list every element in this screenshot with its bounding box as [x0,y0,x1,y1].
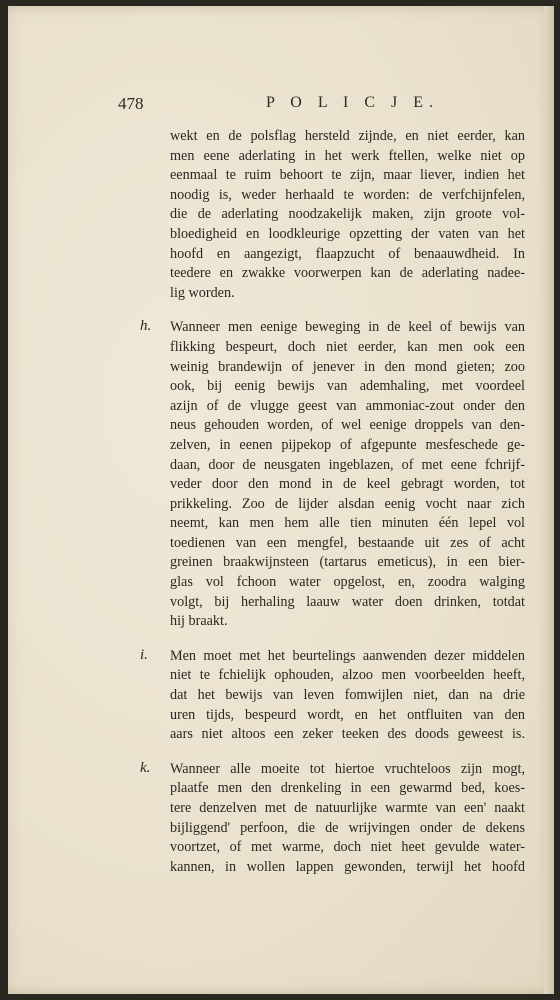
paragraph-marker: k. [140,759,151,776]
body-text [120,127,525,877]
text-line: eenmaal te ruim behoort te zijn, maar liever, indien het [170,167,525,184]
text-line: voortzet, of met warme, doch niet heet gevulde water- [170,839,525,856]
paragraph-marker: i. [140,646,148,663]
paragraph-continuation [120,127,525,303]
text-line: daan, door de neusgaten ingeblazen, of met eene fchrijf- [170,456,525,473]
text-line: ook, bij eenig bewijs van ademhaling, met voordeel [170,378,525,395]
paragraph-h [120,318,525,632]
text-line: bijliggend' perfoon, die de wrijvingen onder de dekens [170,819,525,836]
text-line: teedere en zwakke voorwerpen kan de aderlating nadee- [170,265,525,282]
paragraph-i [120,647,525,745]
text-line: hoofd en aangezigt, flaapzucht of benaauwdheid. In [170,245,525,262]
text-line: weinig brandewijn of jenever in den mond gieten; zoo [170,358,525,375]
paragraph-k [120,760,525,878]
text-line: bloedigheid en loodkleurige opzetting der vaten van het [170,225,525,242]
text-line: niet te fchielijk ophouden, alzoo men voorbeelden heeft, [170,667,525,684]
text-line: flikking bespeurt, doch niet eerder, kan men ook een [170,338,525,355]
text-line: uren tijds, bespeurd wordt, en het ontfluiten van den [170,706,525,723]
paragraph-marker: h. [140,318,152,335]
text-line: lig worden. [170,284,235,301]
text-line: azijn of de vlugge geest van ammoniac-zout onder den [170,397,525,414]
text-line: hij braakt. [170,613,228,630]
text-line: dat het bewijs van leven fomwijlen niet, dan na drie [170,687,525,704]
running-title: P O L I C J E. [266,94,440,111]
text-line: Wanneer alle moeite tot hiertoe vruchteloos zijn mogt, [170,760,525,777]
text-line: neemt, kan men hem alle tien minuten één lepel vol [170,515,525,532]
text-line: toedienen van een mengfel, bestaande uit zes of acht [170,534,525,551]
text-line: kannen, in wollen lappen gewonden, terwijl het hoofd [170,858,525,875]
text-line: men eene aderlating in het werk ftellen, welke niet op [170,147,525,164]
page-gutter-shadow [544,6,554,994]
running-head [118,94,523,118]
text-line: aars niet altoos een zeker teeken des doods geweest is. [170,726,525,743]
text-line: glas vol fchoon water opgelost, en, zoodra walging [170,574,525,591]
text-line: zelven, in eenen pijpekop of afgepunte mesfeschede ge- [170,436,525,453]
text-line: veder door den mond in de keel gebragt worden, tot [170,476,525,493]
text-line: Men moet met het beurtelings aanwenden dezer middelen [170,647,525,664]
text-line: neus gehouden worden, of wel eenige droppels van den- [170,417,525,434]
text-line: noodig is, weder herhaald te worden: de verfchijnfelen, [170,186,525,203]
text-line: plaatfe men den drenkeling in een gewarmd bed, koes- [170,780,525,797]
text-line: volgt, bij herhaling laauw water doen drinken, totdat [170,593,525,610]
text-line: greinen braakwijnsteen (tartarus emeticus), in een bier- [170,554,525,571]
text-line: wekt en de polsflag hersteld zijnde, en niet eerder, kan [170,128,525,144]
text-line: prikkeling. Zoo de lijder alsdan eenig vocht naar zich [170,495,525,512]
text-line: tere denzelven met de natuurlijke warmte van een' naakt [170,800,525,816]
page-number: 478 [118,94,144,113]
book-page [8,6,554,994]
text-line: Wanneer men eenige beweging in de keel of bewijs van [170,319,525,336]
text-line: die de aderlating noodzakelijk maken, zijn groote vol- [170,206,525,223]
